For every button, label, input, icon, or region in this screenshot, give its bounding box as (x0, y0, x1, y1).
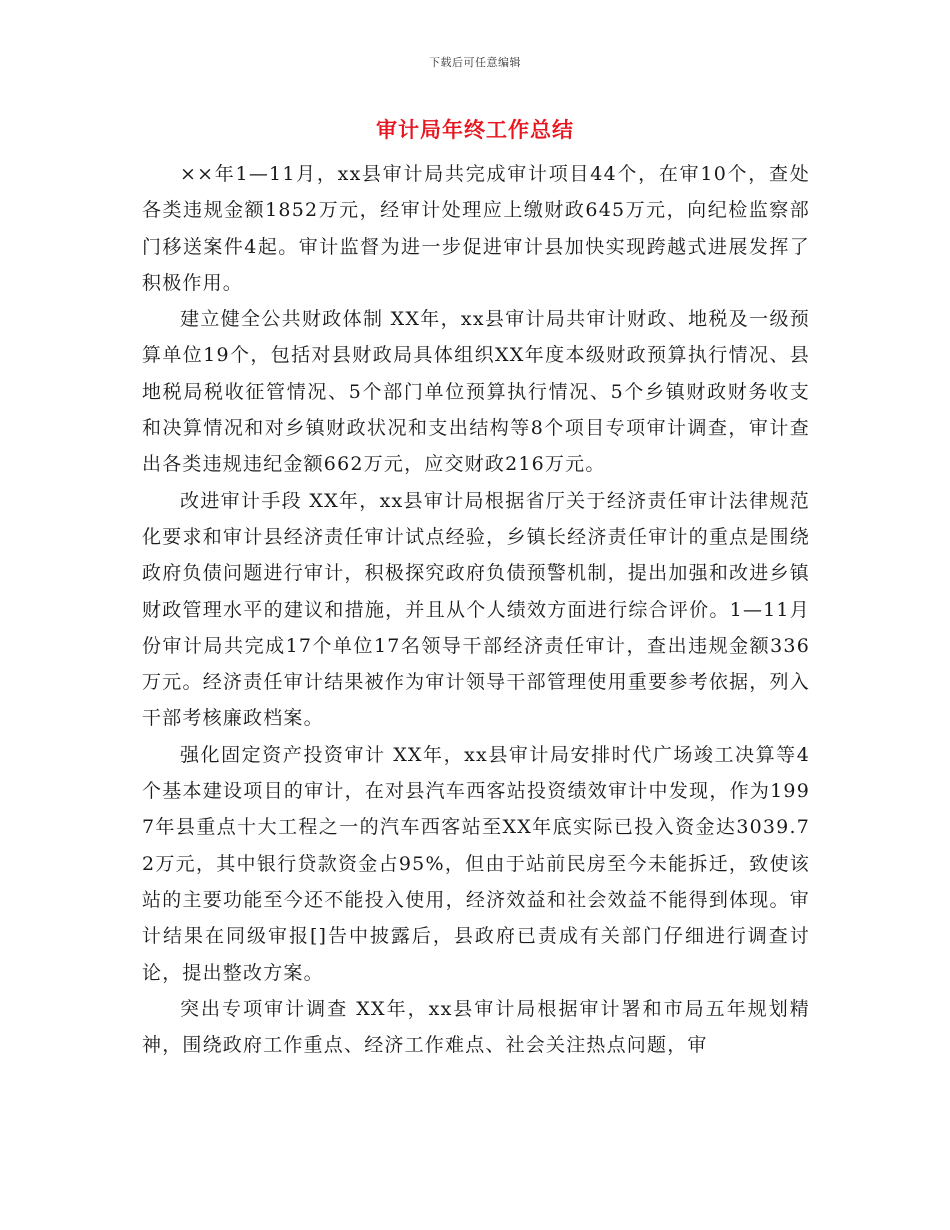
document-body (142, 156, 810, 1063)
paragraph-intro: ××年1—11月，xx县审计局共完成审计项目44个，在审10个，查处各类违规金额1852万元，经审计处理应上缴财政645万元，向纪检监察部门移送案件4起。审计监督为进一步促进审计县加快实现跨越式进展发挥了积极作用。 (142, 163, 810, 294)
paragraph-audit-methods: 改进审计手段 XX年，xx县审计局根据省厅关于经济责任审计法律规范化要求和审计县经济责任审计试点经验，乡镇长经济责任审计的重点是围绕政府负债问题进行审计，积极探究政府负债预警机制，提出加强和改进乡镇财政管理水平的建议和措施，并且从个人绩效方面进行综合评价。1—11月份审计局共完成17个单位17名领导干部经济责任审计，查出违规金额336万元。经济责任审计结果被作为审计领导干部管理使用重要参考依据，列入干部考核廉政档案。 (142, 489, 810, 730)
paragraph-special-audit: 突出专项审计调查 XX年，xx县审计局根据审计署和市局五年规划精神，围绕政府工作重点、经济工作难点、社会关注热点问题，审 (142, 997, 810, 1057)
document-title: 审计局年终工作总结 (376, 117, 574, 142)
paragraph-fixed-asset-audit: 强化固定资产投资审计 XX年，xx县审计局安排时代广场竣工决算等4个基本建设项目的审计，在对县汽车西客站投资绩效审计中发现，作为1997年县重点十大工程之一的汽车西客站至XX年底实际已投入资金达3039.72万元，其中银行贷款资金占95%，但由于站前民房至今未能拆迁，致使该站的主要功能至今还不能投入使用，经济效益和社会效益不能得到体现。审计结果在同级审报[]告中披露后，县政府已责成有关部门仔细进行调查讨论，提出整改方案。 (142, 743, 810, 984)
header-note: 下载后可任意编辑 (429, 56, 521, 69)
paragraph-public-finance: 建立健全公共财政体制 XX年，xx县审计局共审计财政、地税及一级预算单位19个，包括对县财政局具体组织XX年度本级财政预算执行情况、县地税局税收征管情况、5个部门单位预算执行情况、5个乡镇财政财务收支和决算情况和对乡镇财政状况和支出结构等8个项目专项审计调查，审计查出各类违规违纪金额662万元，应交财政216万元。 (142, 308, 810, 476)
